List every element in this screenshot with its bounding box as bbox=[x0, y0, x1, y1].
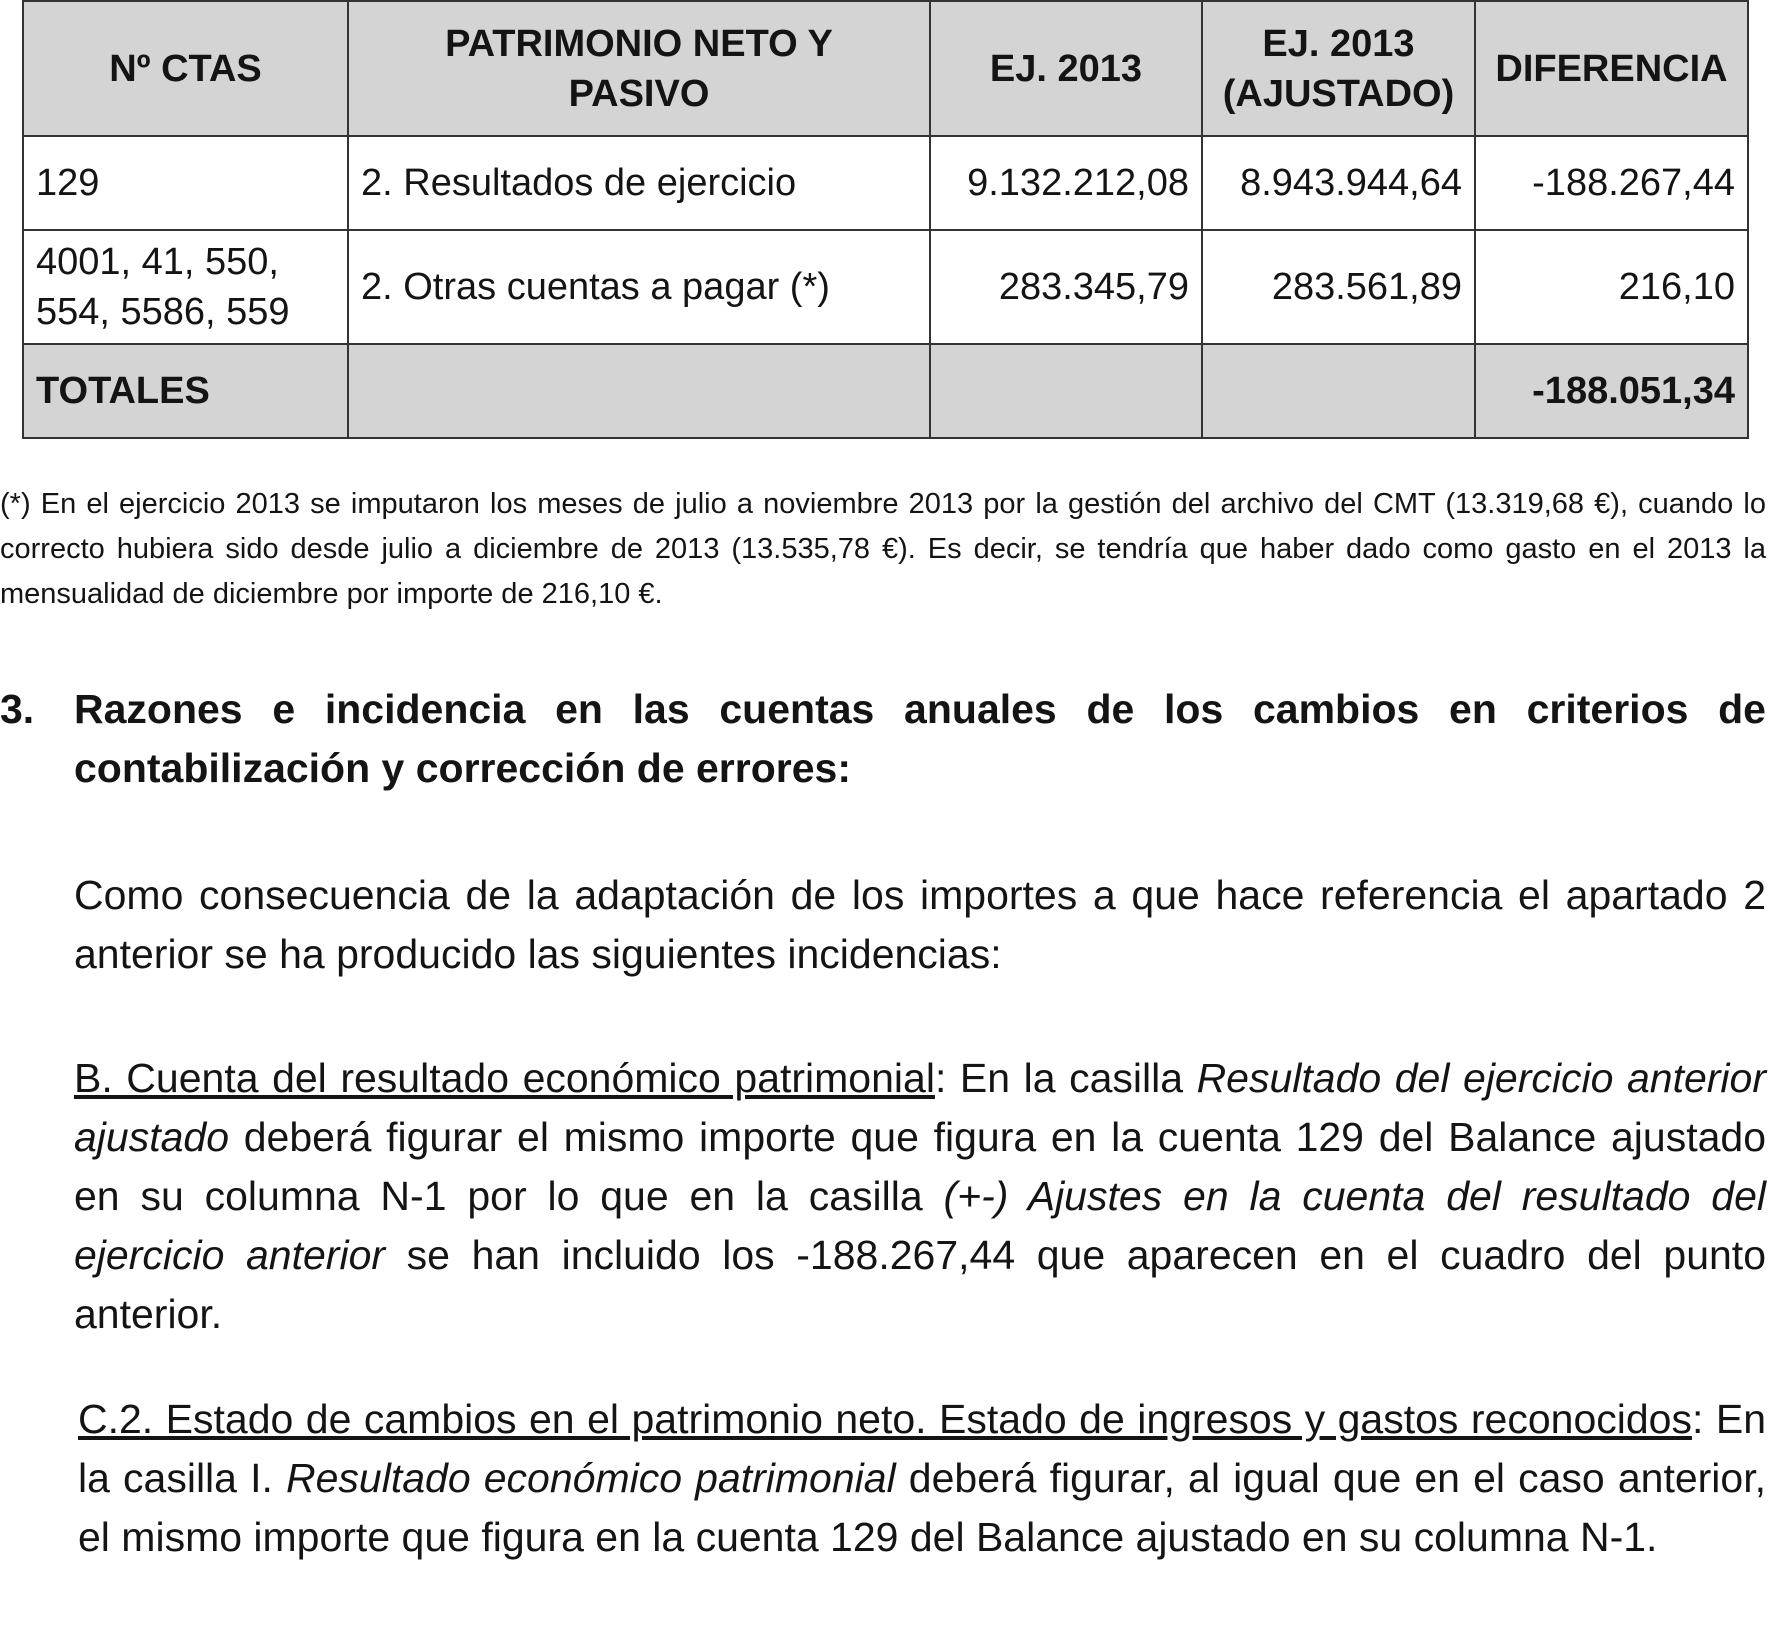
header-diferencia: DIFERENCIA bbox=[1475, 1, 1748, 136]
section-number: 3. bbox=[0, 686, 35, 732]
header-ctas: Nº CTAS bbox=[23, 1, 348, 136]
cell-concepto: 2. Otras cuentas a pagar (*) bbox=[348, 230, 930, 344]
paragraph-b-italic: Resultado del ejercicio anterior ajustado bbox=[74, 1055, 1766, 1160]
header-patrimonio-line2: PASIVO bbox=[568, 72, 710, 115]
header-ajustado-line1: EJ. 2013 bbox=[1262, 22, 1415, 65]
header-ajustado-line2: (AJUSTADO) bbox=[1222, 72, 1455, 115]
table-row bbox=[23, 230, 1748, 344]
totals-empty-cell bbox=[930, 344, 1202, 438]
cell-ctas: 129 bbox=[23, 136, 348, 230]
intro-paragraph: Como consecuencia de la adaptación de los importes a que hace referencia el apartado 2 anterior se ha producido las siguientes incidencias: bbox=[74, 872, 1766, 977]
cell-ej2013: 9.132.212,08 bbox=[930, 136, 1202, 230]
adjustments-table bbox=[22, 0, 1749, 439]
cell-ctas-line1: 4001, 41, 550, bbox=[36, 241, 279, 283]
paragraph-b-text: deberá figurar el mismo importe que figura en la cuenta 129 del Balance ajustado en su columna N-1 por lo que en la casilla bbox=[74, 1114, 1766, 1219]
paragraph-b-text: se han incluido los -188.267,44 que aparecen en el cuadro del punto anterior. bbox=[74, 1232, 1766, 1337]
totals-empty-cell bbox=[1202, 344, 1475, 438]
paragraph-b bbox=[74, 1049, 1766, 1344]
paragraph-c2-italic: Resultado económico patrimonial bbox=[286, 1455, 896, 1501]
section-title: Razones e incidencia en las cuentas anuales de los cambios en criterios de contabilización y corrección de errores: bbox=[74, 686, 1766, 791]
totals-label: TOTALES bbox=[23, 344, 348, 438]
paragraph-b-title: B. Cuenta del resultado económico patrimonial bbox=[74, 1055, 935, 1101]
section-heading bbox=[0, 680, 1766, 798]
paragraph-c2 bbox=[78, 1390, 1766, 1567]
cell-diferencia: -188.267,44 bbox=[1475, 136, 1748, 230]
cell-ctas-line2: 554, 5586, 559 bbox=[36, 291, 290, 333]
header-patrimonio-line1: PATRIMONIO NETO Y bbox=[445, 22, 833, 65]
cell-diferencia: 216,10 bbox=[1475, 230, 1748, 344]
paragraph-b-italic: (+-) Ajustes en la cuenta del resultado del ejercicio anterior bbox=[74, 1173, 1766, 1278]
paragraph-c2-text: deberá figurar, al igual que en el caso anterior, el mismo importe que figura en la cuenta 129 del Balance ajustado en su columna N-1. bbox=[78, 1455, 1767, 1560]
table-row bbox=[23, 136, 1748, 230]
header-patrimonio bbox=[348, 1, 930, 136]
cell-ajustado: 8.943.944,64 bbox=[1202, 136, 1475, 230]
header-ej2013: EJ. 2013 bbox=[930, 1, 1202, 136]
paragraph-b-text: : En la casilla bbox=[934, 1055, 1197, 1101]
table-footnote: (*) En el ejercicio 2013 se imputaron los meses de julio a noviembre 2013 por la gestión del archivo del CMT (13.319,68 €), cuando lo correcto hubiera sido desde julio a diciembre de 2013 (13.535,78 €). Es decir, se tendría que haber dado como gasto en el 2013 la mensualidad de diciembre por importe de 216,10 €. bbox=[0, 488, 1766, 610]
totals-diferencia: -188.051,34 bbox=[1475, 344, 1748, 438]
cell-ej2013: 283.345,79 bbox=[930, 230, 1202, 344]
cell-concepto: 2. Resultados de ejercicio bbox=[348, 136, 930, 230]
cell-ajustado: 283.561,89 bbox=[1202, 230, 1475, 344]
paragraph-c2-title: C.2. Estado de cambios en el patrimonio neto. Estado de ingresos y gastos reconocidos bbox=[78, 1396, 1692, 1442]
cell-ctas bbox=[23, 230, 348, 344]
paragraph-c2-text: : En la casilla I. bbox=[78, 1396, 1766, 1501]
header-ajustado bbox=[1202, 1, 1475, 136]
totals-row bbox=[23, 344, 1748, 438]
totals-empty-cell bbox=[348, 344, 930, 438]
table-header-row bbox=[23, 1, 1748, 136]
